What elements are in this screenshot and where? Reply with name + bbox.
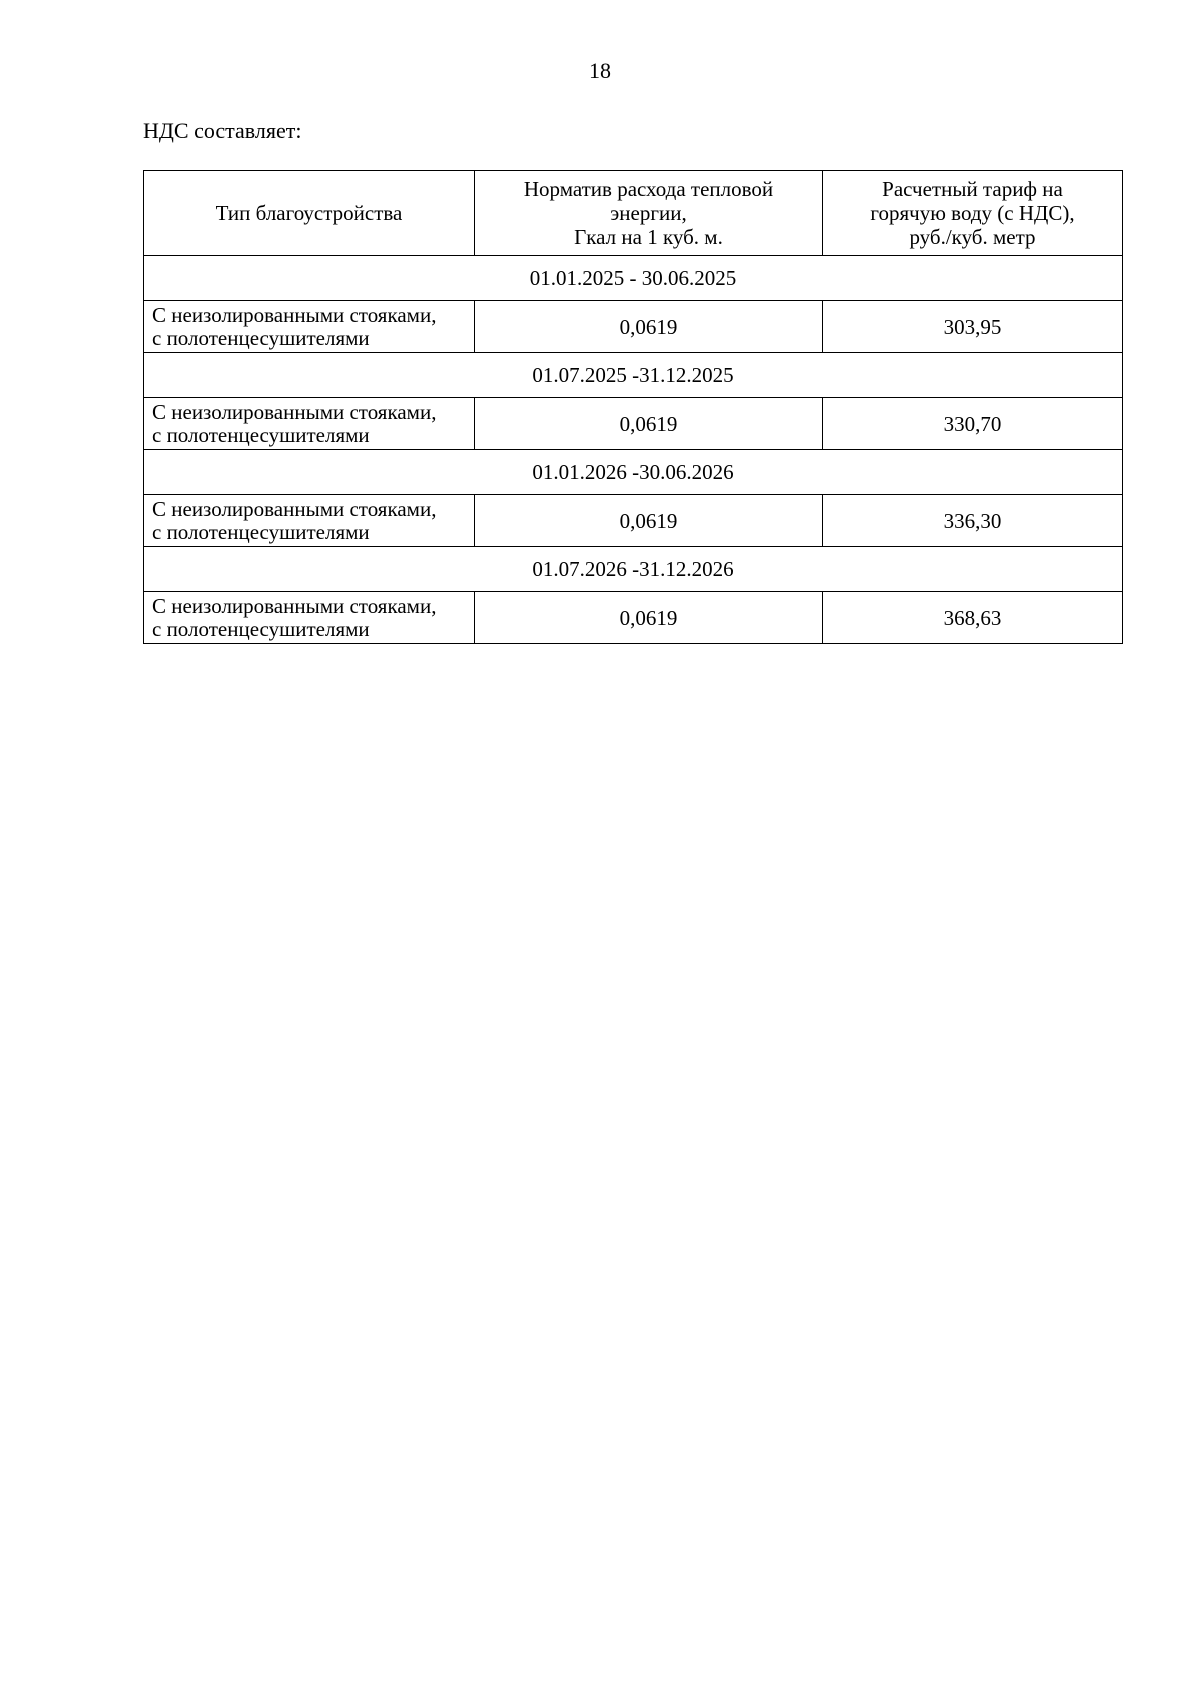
table-row — [144, 592, 1123, 644]
table-row — [144, 495, 1123, 547]
tariff-cell: 336,30 — [823, 495, 1123, 547]
period-cell: 01.07.2025 -31.12.2025 — [144, 353, 1123, 398]
intro-text: НДС составляет: — [143, 118, 302, 143]
type-cell — [144, 592, 475, 644]
type-line: С неизолированными стояками, — [152, 302, 437, 327]
type-line: с полотенцесушителями — [152, 325, 370, 350]
period-cell: 01.01.2026 -30.06.2026 — [144, 450, 1123, 495]
type-line: с полотенцесушителями — [152, 422, 370, 447]
page-number: 18 — [589, 58, 611, 83]
header-norm-line: Норматив расхода тепловой — [523, 177, 774, 201]
type-line: С неизолированными стояками, — [152, 496, 437, 521]
type-line: С неизолированными стояками, — [152, 399, 437, 424]
tariff-cell: 330,70 — [823, 398, 1123, 450]
header-tariff-line: Расчетный тариф на — [882, 177, 1063, 201]
table-header-row — [144, 171, 1123, 256]
type-cell — [144, 398, 475, 450]
tariff-cell: 368,63 — [823, 592, 1123, 644]
type-cell — [144, 495, 475, 547]
header-norm-line: энергии, — [610, 201, 687, 225]
period-row — [144, 353, 1123, 398]
period-cell: 01.01.2025 - 30.06.2025 — [144, 256, 1123, 301]
norm-cell: 0,0619 — [475, 592, 823, 644]
tariff-cell: 303,95 — [823, 301, 1123, 353]
period-row — [144, 256, 1123, 301]
header-type — [144, 171, 475, 256]
type-line: с полотенцесушителями — [152, 519, 370, 544]
type-line: с полотенцесушителями — [152, 616, 370, 641]
table-row — [144, 301, 1123, 353]
type-cell — [144, 301, 475, 353]
period-row — [144, 450, 1123, 495]
tariff-table — [143, 170, 1123, 644]
table-row — [144, 398, 1123, 450]
period-cell: 01.07.2026 -31.12.2026 — [144, 547, 1123, 592]
norm-cell: 0,0619 — [475, 495, 823, 547]
period-row — [144, 547, 1123, 592]
header-tariff-line: руб./куб. метр — [909, 225, 1036, 249]
header-tariff — [823, 171, 1123, 256]
type-line: С неизолированными стояками, — [152, 593, 437, 618]
norm-cell: 0,0619 — [475, 301, 823, 353]
header-type-line: Тип благоустройства — [215, 201, 403, 225]
header-norm — [475, 171, 823, 256]
header-tariff-line: горячую воду (с НДС), — [870, 201, 1075, 225]
norm-cell: 0,0619 — [475, 398, 823, 450]
header-norm-line: Гкал на 1 куб. м. — [574, 225, 723, 249]
